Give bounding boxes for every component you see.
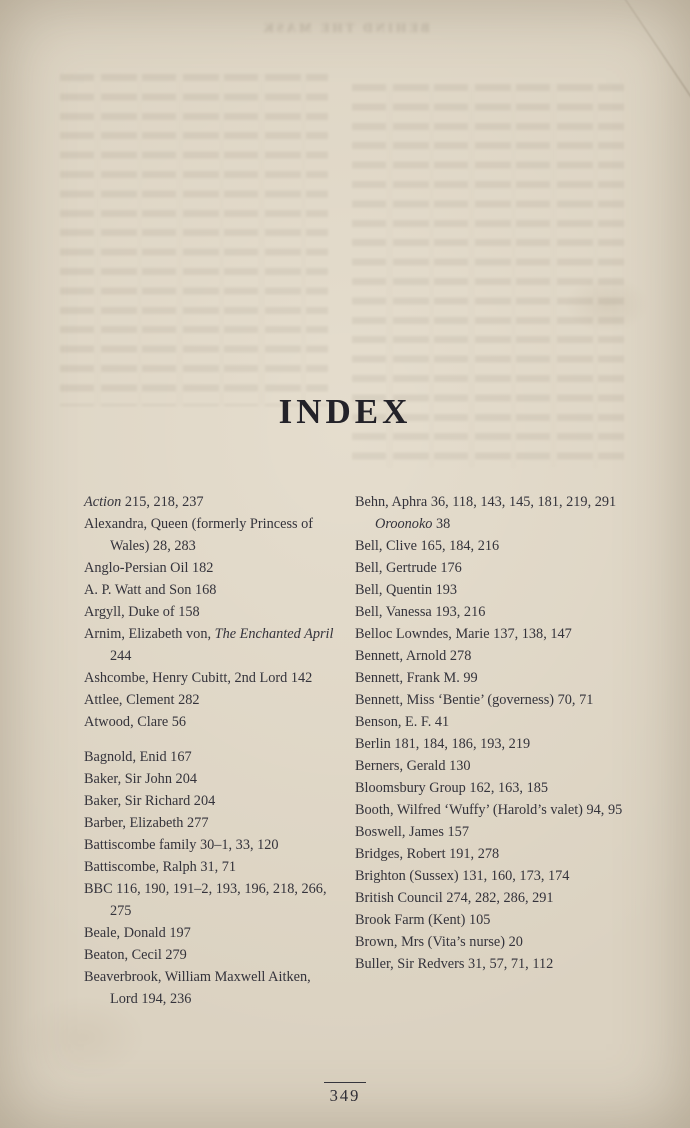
index-entry: Baker, Sir Richard 204 [84, 793, 216, 809]
index-entry: Brighton (Sussex) 131, 160, 173, 174 [355, 868, 570, 884]
index-entry: Buller, Sir Redvers 31, 57, 71, 112 [355, 956, 554, 972]
index-entry: Oroonoko 38 [375, 516, 451, 532]
index-column-right [355, 491, 623, 1010]
index-entry: Benson, E. F. 41 [355, 714, 450, 730]
index-entry: Argyll, Duke of 158 [84, 604, 200, 620]
index-entry: Anglo-Persian Oil 182 [84, 560, 214, 576]
index-entry: Berners, Gerald 130 [355, 758, 471, 774]
index-entry: Bell, Clive 165, 184, 216 [355, 538, 500, 554]
index-entry: Ashcombe, Henry Cubitt, 2nd Lord 142 [84, 670, 313, 686]
index-entry: Alexandra, Queen (formerly Princess of Wales) 28, 283 [84, 516, 314, 554]
index-entry: BBC 116, 190, 191–2, 193, 196, 218, 266, 275 [84, 881, 327, 919]
index-entry: Atwood, Clare 56 [84, 714, 187, 730]
index-entry: Berlin 181, 184, 186, 193, 219 [355, 736, 531, 752]
index-entry: Baker, Sir John 204 [84, 771, 197, 787]
page-number: 349 [329, 1086, 361, 1105]
folio-rule [324, 1082, 366, 1083]
index-column-left [84, 491, 339, 1010]
index-entry: Brown, Mrs (Vita’s nurse) 20 [355, 934, 523, 950]
index-entry: Bloomsbury Group 162, 163, 185 [355, 780, 549, 796]
bleed-through-text-left [60, 74, 328, 406]
index-entry: Beaverbrook, William Maxwell Aitken, Lord 194, 236 [84, 969, 311, 1007]
index-columns [84, 491, 623, 1010]
page-footer [0, 1082, 690, 1106]
index-entry: Beale, Donald 197 [84, 925, 191, 941]
index-title: INDEX [278, 392, 412, 431]
index-entry: Bell, Quentin 193 [355, 582, 458, 598]
index-entry: Boswell, James 157 [355, 824, 469, 840]
index-entry: British Council 274, 282, 286, 291 [355, 890, 554, 906]
index-entry: Barber, Elizabeth 277 [84, 815, 209, 831]
index-entry: Booth, Wilfred ‘Wuffy’ (Harold’s valet) 94, 95 [355, 802, 623, 818]
index-entry: Battiscombe, Ralph 31, 71 [84, 859, 237, 875]
index-entry: Bagnold, Enid 167 [84, 749, 192, 765]
index-entry: Beaton, Cecil 279 [84, 947, 187, 963]
index-entry: Arnim, Elizabeth von, The Enchanted April 244 [84, 626, 334, 664]
index-entry: A. P. Watt and Son 168 [84, 582, 217, 598]
index-entry: Bridges, Robert 191, 278 [355, 846, 500, 862]
bleed-through-header: BEHIND THE MASK [260, 20, 430, 35]
index-entry: Attlee, Clement 282 [84, 692, 200, 708]
index-entry: Belloc Lowndes, Marie 137, 138, 147 [355, 626, 572, 642]
index-entry: Bell, Vanessa 193, 216 [355, 604, 486, 620]
index-entry: Brook Farm (Kent) 105 [355, 912, 491, 928]
index-entry: Behn, Aphra 36, 118, 143, 145, 181, 219, 291 [355, 494, 617, 510]
index-entry: Bennett, Arnold 278 [355, 648, 472, 664]
index-entry: Battiscombe family 30–1, 33, 120 [84, 837, 279, 853]
index-entry: Bennett, Miss ‘Bentie’ (governess) 70, 71 [355, 692, 594, 708]
index-entry: Action 215, 218, 237 [84, 494, 204, 510]
index-entry: Bennett, Frank M. 99 [355, 670, 478, 686]
index-entry: Bell, Gertrude 176 [355, 560, 462, 576]
